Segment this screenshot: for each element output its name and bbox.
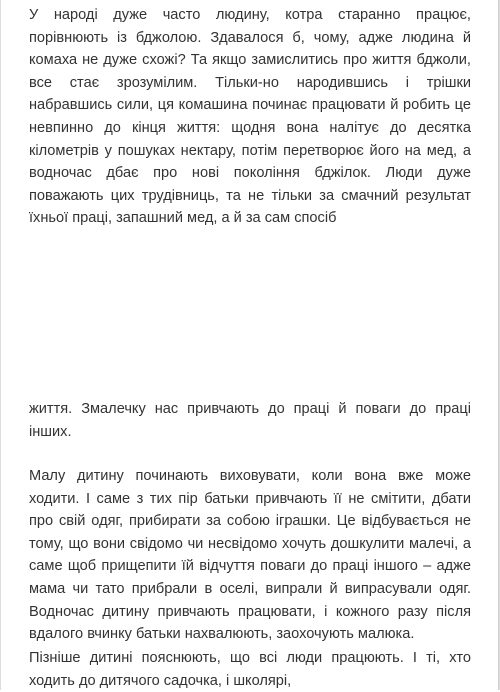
paragraph-later-explanation: Пізніше дитині пояснюють, що всі люди працюють. І ті, хто ходить до дитячого садочка, і школярі, xyxy=(29,650,471,689)
page-border xyxy=(498,0,499,690)
paragraph-child-upbringing: Малу дитину починають виховувати, коли вона вже може ходити. І саме з тих пір батьки привчають її не смітити, дбати про свій одяг, прибирати за собою іграшки. Це відбувається не тому, що вони свідомо чи несвідомо хочуть дошкулити малечі, а саме щоб прищепити їй відчуття поваги до праці іншого – адже мама чи тато прибрали в оселі, випрали й випрасували одяг. Водночас дитину привчають працювати, і кожного разу після вдалого вчинку батьки нахвалюють, заохочують малюка. xyxy=(29,468,471,643)
paragraph-continuation: життя. Змалечку нас привчають до праці й поваги до праці інших. xyxy=(29,401,471,440)
paragraph-bee-intro: У народі дуже часто людину, котра старанно працює, порівнюють із бджолою. Здавалося б, чому, адже людина й комаха не дуже схожі? Та якщо замислитись про життя бджоли, все стає зрозумілим. Тільки-но народившись і трішки набравшись сили, ця комашина починає працювати й робить це невпинно до кінця життя: щодня вона налітує до десятка кілометрів у пошуках нектару, потім перетворює його на мед, а водночас дбає про нові покоління бджілок. Люди дуже поважають цих трудівниць, та не тільки за смачний результат їхньої праці, запашний мед, а й за сам спосіб xyxy=(29,7,471,227)
